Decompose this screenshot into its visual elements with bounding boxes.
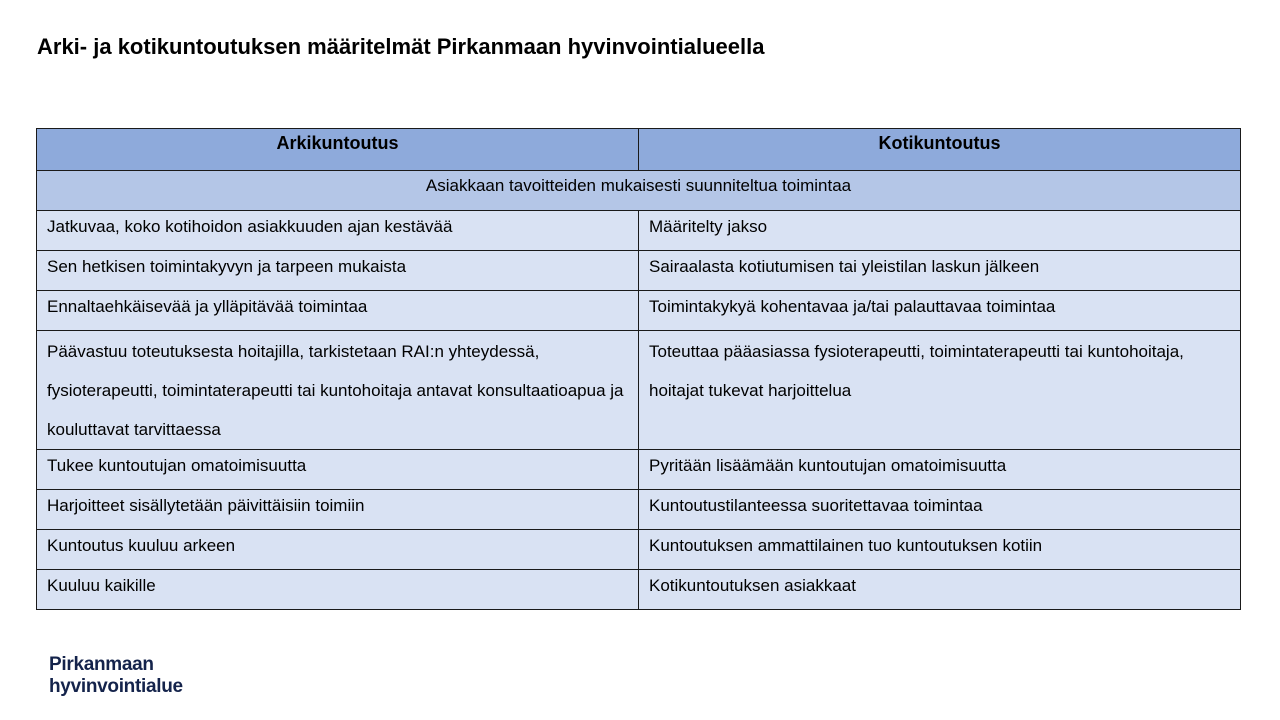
organization-logo bbox=[49, 654, 183, 698]
table-row bbox=[37, 450, 1241, 490]
table-row bbox=[37, 251, 1241, 291]
table-row bbox=[37, 570, 1241, 610]
header-kotikuntoutus: Kotikuntoutus bbox=[639, 129, 1241, 171]
koti-cell: Kotikuntoutuksen asiakkaat bbox=[639, 570, 1241, 610]
koti-cell: Kuntoutustilanteessa suoritettavaa toimintaa bbox=[639, 490, 1241, 530]
table-row-shared bbox=[37, 171, 1241, 211]
arki-cell: Ennaltaehkäisevää ja ylläpitävää toimintaa bbox=[37, 291, 639, 331]
slide-title: Arki- ja kotikuntoutuksen määritelmät Pirkanmaan hyvinvointialueella bbox=[37, 34, 765, 59]
koti-cell: Kuntoutuksen ammattilainen tuo kuntoutuksen kotiin bbox=[639, 530, 1241, 570]
table-row bbox=[37, 211, 1241, 251]
arki-cell: Kuuluu kaikille bbox=[37, 570, 639, 610]
table-row bbox=[37, 530, 1241, 570]
table-header-row bbox=[37, 129, 1241, 171]
comparison-table bbox=[36, 128, 1241, 610]
logo-line-1: Pirkanmaan bbox=[49, 654, 154, 675]
arki-cell: Harjoitteet sisällytetään päivittäisiin toimiin bbox=[37, 490, 639, 530]
arki-cell: Tukee kuntoutujan omatoimisuutta bbox=[37, 450, 639, 490]
arki-cell: Kuntoutus kuuluu arkeen bbox=[37, 530, 639, 570]
arki-cell: Jatkuvaa, koko kotihoidon asiakkuuden ajan kestävää bbox=[37, 211, 639, 251]
shared-definition-cell: Asiakkaan tavoitteiden mukaisesti suunniteltua toimintaa bbox=[37, 171, 1241, 211]
koti-cell: Määritelty jakso bbox=[639, 211, 1241, 251]
header-arkikuntoutus: Arkikuntoutus bbox=[37, 129, 639, 171]
arki-cell: Sen hetkisen toimintakyvyn ja tarpeen mukaista bbox=[37, 251, 639, 291]
koti-cell: Pyritään lisäämään kuntoutujan omatoimisuutta bbox=[639, 450, 1241, 490]
logo-line-2: hyvinvointialue bbox=[49, 676, 183, 697]
koti-cell: Toteuttaa pääasiassa fysioterapeutti, toimintaterapeutti tai kuntohoitaja, hoitajat tukevat harjoittelua bbox=[639, 331, 1241, 450]
arki-cell: Päävastuu toteutuksesta hoitajilla, tarkistetaan RAI:n yhteydessä, fysioterapeutti, toimintaterapeutti tai kuntohoitaja antavat konsultaatioapua ja kouluttavat tarvittaessa bbox=[37, 331, 639, 450]
table-row bbox=[37, 490, 1241, 530]
koti-cell: Toimintakykyä kohentavaa ja/tai palauttavaa toimintaa bbox=[639, 291, 1241, 331]
koti-cell: Sairaalasta kotiutumisen tai yleistilan laskun jälkeen bbox=[639, 251, 1241, 291]
table-row bbox=[37, 331, 1241, 450]
table-row bbox=[37, 291, 1241, 331]
